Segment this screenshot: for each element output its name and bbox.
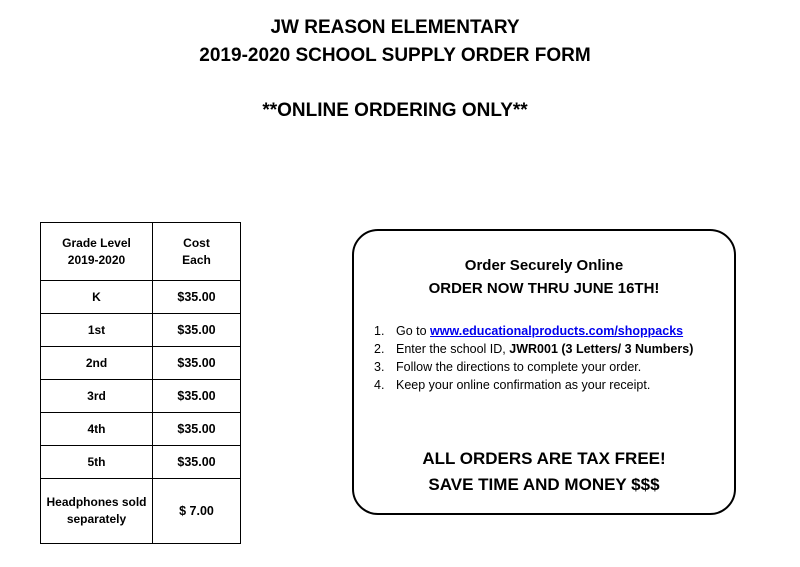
step-text: Go to bbox=[396, 324, 431, 338]
cost-cell: $35.00 bbox=[153, 413, 241, 446]
cost-each-header bbox=[153, 223, 241, 281]
order-box-heading: Order Securely Online bbox=[464, 257, 624, 274]
price-table bbox=[40, 222, 241, 544]
grade-level-header-line2: 2019-2020 bbox=[67, 252, 126, 267]
step-text: Enter the school ID, bbox=[396, 342, 510, 356]
table-row bbox=[41, 413, 241, 446]
table-row bbox=[41, 347, 241, 380]
school-id: JWR001 (3 Letters/ 3 Numbers) bbox=[509, 342, 694, 356]
cost-cell: $35.00 bbox=[153, 446, 241, 479]
headphones-cost: $ 7.00 bbox=[153, 479, 241, 544]
cost-cell: $35.00 bbox=[153, 380, 241, 413]
grade-level-header bbox=[41, 223, 153, 281]
step-number: 1. bbox=[374, 324, 385, 338]
shoppacks-link[interactable]: www.educationalproducts.com/shoppacks bbox=[430, 324, 684, 338]
order-deadline: ORDER NOW THRU JUNE 16TH! bbox=[428, 280, 660, 297]
list-item bbox=[374, 322, 693, 340]
table-row bbox=[41, 281, 241, 314]
cost-cell: $35.00 bbox=[153, 281, 241, 314]
cost-cell: $35.00 bbox=[153, 314, 241, 347]
step-number: 4. bbox=[374, 378, 385, 392]
tax-free-notice: ALL ORDERS ARE TAX FREE! bbox=[422, 449, 666, 468]
table-row bbox=[41, 314, 241, 347]
headphones-label bbox=[41, 479, 153, 544]
step-number: 2. bbox=[374, 342, 385, 356]
headphones-label-line1: Headphones sold bbox=[46, 495, 147, 509]
form-title: 2019-2020 SCHOOL SUPPLY ORDER FORM bbox=[199, 45, 591, 66]
grade-cell: 4th bbox=[41, 413, 153, 446]
table-row bbox=[41, 380, 241, 413]
list-item bbox=[374, 358, 693, 376]
headphones-label-line2: separately bbox=[66, 512, 127, 526]
grade-cell: 3rd bbox=[41, 380, 153, 413]
list-item bbox=[374, 340, 693, 358]
headphones-row bbox=[41, 479, 241, 544]
grade-cell: 2nd bbox=[41, 347, 153, 380]
school-name: JW REASON ELEMENTARY bbox=[270, 17, 520, 38]
step-text: Follow the directions to complete your order. bbox=[396, 360, 642, 374]
grade-level-header-line1: Grade Level bbox=[62, 235, 131, 250]
cost-header-line1: Cost bbox=[183, 235, 210, 250]
step-number: 3. bbox=[374, 360, 385, 374]
price-table-header bbox=[41, 223, 241, 281]
table-row bbox=[41, 446, 241, 479]
list-item bbox=[374, 376, 693, 394]
order-steps-list bbox=[374, 322, 693, 394]
online-order-box bbox=[352, 229, 736, 515]
cost-cell: $35.00 bbox=[153, 347, 241, 380]
cost-header-line2: Each bbox=[182, 252, 211, 267]
online-only-notice: **ONLINE ORDERING ONLY** bbox=[262, 100, 528, 121]
step-text: Keep your online confirmation as your receipt. bbox=[396, 378, 651, 392]
grade-cell: 1st bbox=[41, 314, 153, 347]
save-time-notice: SAVE TIME AND MONEY $$$ bbox=[428, 475, 660, 494]
grade-cell: K bbox=[41, 281, 153, 314]
grade-cell: 5th bbox=[41, 446, 153, 479]
